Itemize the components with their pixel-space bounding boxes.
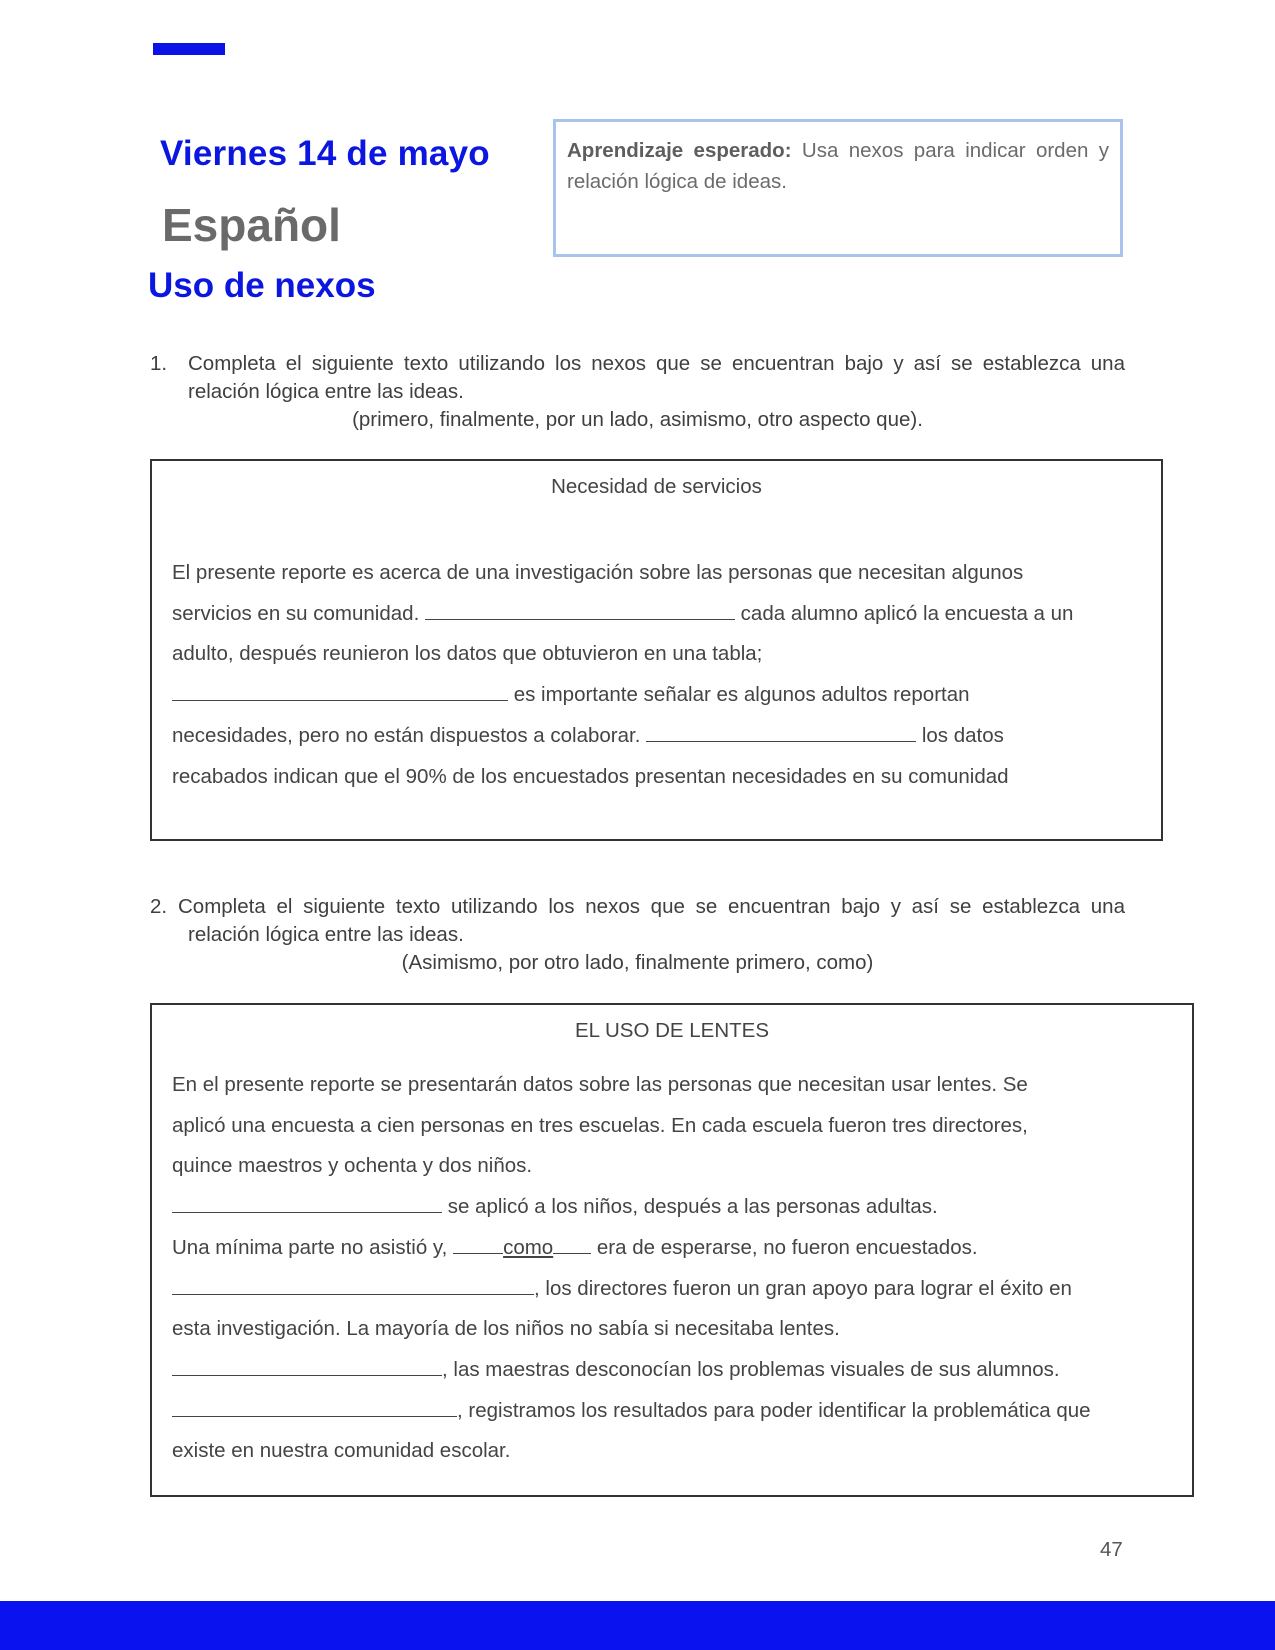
exercise-1-text: los datos <box>921 723 1004 747</box>
exercise-1-text-box <box>150 459 1163 841</box>
exercise-2-number: 2. <box>150 895 168 918</box>
exercise-2-text: , las maestras desconocían los problemas visuales de sus alumnos. <box>442 1357 1060 1381</box>
exercise-1-title: Necesidad de servicios <box>551 475 762 498</box>
blank-field[interactable] <box>553 1233 591 1254</box>
blank-field[interactable] <box>172 1192 442 1213</box>
exercise-2-text: Una mínima parte no asistió y, <box>172 1235 448 1259</box>
blank-field[interactable] <box>172 1355 442 1376</box>
exercise-1-number: 1. <box>150 352 168 375</box>
exercise-2-text: se aplicó a los niños, después a las personas adultas. <box>447 1195 938 1219</box>
exercise-1-instruction-text: Completa el siguiente texto utilizando los nexos que se encuentran bajo y así se establezca una relación lógica entre las ideas. <box>188 352 1125 403</box>
exercise-2-instructions <box>150 893 1125 977</box>
learning-goal-text: Usa nexos para indicar orden y relación lógica de ideas. <box>567 139 1109 193</box>
exercise-2-line <box>172 1187 1172 1228</box>
exercise-1-line: recabados indican que el 90% de los encuestados presentan necesidades en su comunidad <box>172 764 1009 788</box>
learning-goal-label: Aprendizaje esperado: <box>567 139 792 162</box>
exercise-1-line <box>172 716 1141 757</box>
exercise-2-options: (Asimismo, por otro lado, finalmente primero, como) <box>401 951 874 974</box>
exercise-2-line: esta investigación. La mayoría de los niños no sabía si necesitaba lentes. <box>172 1317 840 1341</box>
exercise-2-body <box>172 1065 1172 1472</box>
blank-field[interactable] <box>172 1274 534 1295</box>
exercise-1-line <box>172 675 1141 716</box>
blank-field[interactable] <box>425 599 735 620</box>
exercise-2-line: En el presente reporte se presentarán datos sobre las personas que necesitan usar lentes. Se <box>172 1073 1028 1096</box>
exercise-2-line <box>172 1350 1172 1391</box>
exercise-1-line: adulto, después reunieron los datos que obtuvieron en una tabla; <box>172 642 763 666</box>
exercise-1-text: cada alumno aplicó la encuesta a un <box>740 601 1074 625</box>
exercise-2-title: EL USO DE LENTES <box>574 1019 770 1042</box>
learning-goal-box <box>553 119 1123 257</box>
exercise-2-line <box>172 1228 1172 1269</box>
exercise-1-text: servicios en su comunidad. <box>172 601 420 625</box>
exercise-2-line: quince maestros y ochenta y dos niños. <box>172 1154 533 1178</box>
exercise-2-line: existe en nuestra comunidad escolar. <box>172 1439 511 1463</box>
exercise-2-line: aplicó una encuesta a cien personas en tres escuelas. En cada escuela fueron tres directores, <box>172 1113 1028 1137</box>
page-number: 47 <box>1100 1538 1123 1561</box>
exercise-1-body <box>172 553 1141 797</box>
exercise-2-text: , los directores fueron un gran apoyo para lograr el éxito en <box>534 1276 1072 1300</box>
exercise-2-text-box <box>150 1003 1194 1497</box>
blank-field[interactable] <box>172 1396 457 1417</box>
blank-field[interactable] <box>646 721 916 742</box>
exercise-1-line <box>172 594 1141 635</box>
footer-bar <box>0 1601 1275 1650</box>
header-accent-bar <box>153 43 225 55</box>
blank-field[interactable] <box>453 1233 503 1254</box>
exercise-2-text: , registramos los resultados para poder identificar la problemática que <box>457 1398 1091 1422</box>
subject-heading: Español <box>162 199 341 251</box>
exercise-2-instruction-text: Completa el siguiente texto utilizando los nexos que se encuentran bajo y así se establezca una relación lógica entre las ideas. <box>178 895 1125 946</box>
filled-answer: como <box>503 1235 554 1259</box>
exercise-2-text: era de esperarse, no fueron encuestados. <box>596 1235 978 1259</box>
topic-heading: Uso de nexos <box>148 266 376 305</box>
blank-field[interactable] <box>172 680 508 701</box>
exercise-1-text: necesidades, pero no están dispuestos a colaborar. <box>172 723 641 747</box>
exercise-1-line: El presente reporte es acerca de una investigación sobre las personas que necesitan algunos <box>172 561 1024 584</box>
exercise-2-line <box>172 1391 1172 1432</box>
exercise-2-line <box>172 1269 1172 1310</box>
date-heading: Viernes 14 de mayo <box>160 134 490 173</box>
exercise-1-options: (primero, finalmente, por un lado, asimismo, otro aspecto que). <box>352 408 923 431</box>
exercise-1-text: es importante señalar es algunos adultos reportan <box>513 683 970 707</box>
exercise-1-instructions <box>150 350 1125 434</box>
